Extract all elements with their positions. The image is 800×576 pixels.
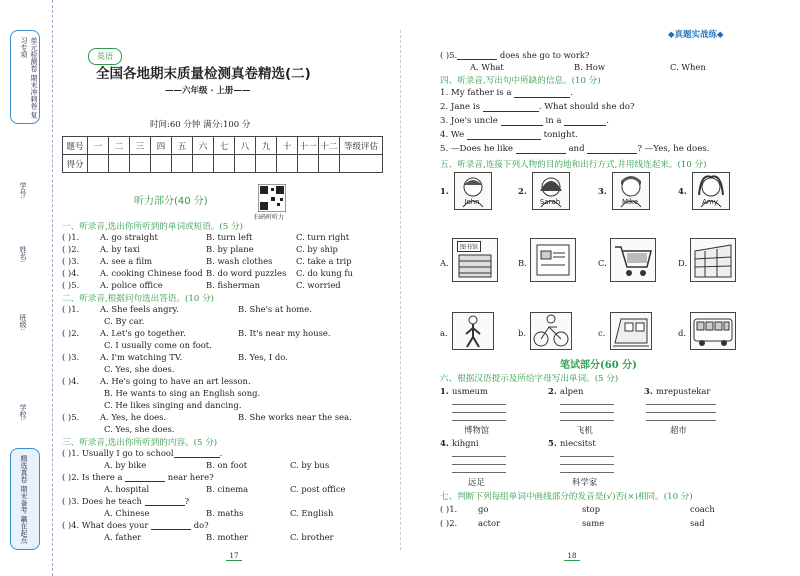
q1-1-option: A. go straight xyxy=(100,232,158,242)
blank-input[interactable] xyxy=(516,153,566,154)
q2-5-a: A. Yes, he does. xyxy=(100,412,167,422)
q3-1-option: C. by bus xyxy=(290,460,330,470)
scrambled-word: mrepustekar xyxy=(656,386,711,396)
score-header: 七 xyxy=(214,137,235,155)
score-header: 五 xyxy=(172,137,193,155)
q1-2-option: B. by plane xyxy=(206,244,254,254)
blank-input[interactable] xyxy=(483,111,539,112)
write-line[interactable] xyxy=(560,404,614,405)
chinese-hint: 超市 xyxy=(670,425,687,435)
q2-4-c: C. He likes singing and dancing. xyxy=(104,400,242,410)
write-line[interactable] xyxy=(452,412,506,413)
score-cell[interactable] xyxy=(172,155,193,173)
blank-input[interactable] xyxy=(514,97,570,98)
q1-3-number: ( )3. xyxy=(62,256,80,266)
score-header: 等级评估 xyxy=(340,137,383,155)
place-label: A. xyxy=(440,258,449,268)
bus-image xyxy=(690,312,736,350)
q1-2-number: ( )2. xyxy=(62,244,80,254)
post-office-icon xyxy=(531,239,575,281)
place-label: B. xyxy=(518,258,527,268)
section-6-title: 六、根据汉语提示及所给字母写出单词。(5 分) xyxy=(440,374,619,384)
shopping-cart-icon xyxy=(611,239,655,281)
score-header: 题号 xyxy=(63,137,88,155)
q1-5-number: ( )5. xyxy=(62,280,80,290)
score-cell[interactable] xyxy=(130,155,151,173)
scrambled-word: alpen xyxy=(560,386,584,396)
place-label: D. xyxy=(678,258,688,268)
transport-label: d. xyxy=(678,328,687,338)
q3-4-option: A. father xyxy=(104,532,142,542)
score-header: 十 xyxy=(277,137,298,155)
score-table xyxy=(62,136,383,173)
q7-1-number: ( )1. xyxy=(440,504,458,514)
write-line[interactable] xyxy=(452,420,506,421)
q3-3-option: C. English xyxy=(290,508,334,518)
sidebar-top-box xyxy=(10,30,40,124)
write-line[interactable] xyxy=(646,412,716,413)
school-field: 学校: xyxy=(19,404,27,421)
q1-2-option: A. by taxi xyxy=(100,244,140,254)
q1-3-option: A. see a film xyxy=(100,256,153,266)
supermarket-cart-image xyxy=(610,238,656,282)
score-cell[interactable] xyxy=(277,155,298,173)
chinese-hint: 博物馆 xyxy=(464,425,490,435)
person-name: Sarah xyxy=(539,198,561,206)
score-header: 八 xyxy=(235,137,256,155)
score-header: 三 xyxy=(130,137,151,155)
fill-5: 5. —Does he like and ? —Yes, he does. xyxy=(440,144,710,154)
subject-badge: 英语 xyxy=(88,48,122,65)
transport-label: b. xyxy=(518,328,527,338)
grade-subtitle: ——六年级 · 上册—— xyxy=(165,86,251,96)
bicycle-icon xyxy=(531,313,571,349)
q2-2-a: A. Let's go together. xyxy=(100,328,186,338)
exam-meta: 时间:60 分钟 满分:100 分 xyxy=(150,120,251,130)
section-1-title: 一、听录音,选出你所听到的单词或短语。(5 分) xyxy=(62,222,243,232)
q1-1-option: B. turn left xyxy=(206,232,253,242)
write-line[interactable] xyxy=(452,404,506,405)
sidebar-top-text: 单元检测卷 期末冲刺卷 复习专项 xyxy=(20,37,38,119)
word-number: 5. xyxy=(548,438,557,448)
q3-2-option: B. cinema xyxy=(206,484,249,494)
write-line[interactable] xyxy=(646,404,716,405)
q3-2-option: C. post office xyxy=(290,484,346,494)
word-number: 1. xyxy=(440,386,449,396)
q1-4-option: C. do kung fu xyxy=(296,268,353,278)
written-section-title: 笔试部分(60 分) xyxy=(560,360,637,371)
q2-1-c: C. By car. xyxy=(104,316,145,326)
section-3-title: 三、听录音,选出你所听到的内容。(5 分) xyxy=(62,438,218,448)
q7-2-word: same xyxy=(582,518,605,528)
q7-1-word: coach xyxy=(690,504,715,514)
q2-5-b: B. She works near the sea. xyxy=(238,412,352,422)
person-number: 1. xyxy=(440,186,449,196)
q3-1-option: B. on foot xyxy=(206,460,248,470)
q1-5-option: A. police office xyxy=(100,280,163,290)
sidebar-bottom-text: 精选真卷 期末备考 赢在起点 xyxy=(20,455,28,544)
train-image xyxy=(610,312,652,350)
word-number: 4. xyxy=(440,438,449,448)
word-number: 2. xyxy=(548,386,557,396)
write-line[interactable] xyxy=(560,412,614,413)
q2-1-number: ( )1. xyxy=(62,304,80,314)
train-icon xyxy=(611,313,651,349)
q2-4-number: ( )4. xyxy=(62,376,80,386)
blank-input[interactable] xyxy=(501,125,543,126)
walking-person-icon xyxy=(453,313,493,349)
score-header: 九 xyxy=(256,137,277,155)
score-header: 六 xyxy=(193,137,214,155)
blank-input[interactable] xyxy=(564,125,606,126)
person-number: 4. xyxy=(678,186,687,196)
score-cell[interactable] xyxy=(151,155,172,173)
score-header: 四 xyxy=(151,137,172,155)
section-5-title: 五、听录音,连接下列人物的目的地和出行方式,并用线连起来。(10 分) xyxy=(440,160,707,170)
fill-3: 3. Joe's uncle in a . xyxy=(440,116,609,126)
fill-2: 2. Jane is . What should she do? xyxy=(440,102,635,112)
q2-3-c: C. Yes, she does. xyxy=(104,364,175,374)
q2-3-number: ( )3. xyxy=(62,352,80,362)
chinese-hint: 科学家 xyxy=(572,477,598,487)
q3-3-option: B. maths xyxy=(206,508,244,518)
score-cell[interactable] xyxy=(319,155,340,173)
write-line[interactable] xyxy=(560,464,614,465)
scrambled-word: niecsitst xyxy=(560,438,596,448)
q1-3-option: B. wash clothes xyxy=(206,256,273,266)
score-header: 二 xyxy=(109,137,130,155)
q2-2-b: B. It's near my house. xyxy=(238,328,331,338)
q3-1-option: A. by bike xyxy=(104,460,147,470)
listening-title: 听力部分(40 分) xyxy=(134,196,208,207)
score-row xyxy=(63,155,383,173)
write-line[interactable] xyxy=(452,472,506,473)
q1-4-option: A. cooking Chinese food xyxy=(100,268,203,278)
person-name: Amy xyxy=(702,198,718,206)
write-line[interactable] xyxy=(560,456,614,457)
library-sign: 图书馆 xyxy=(457,241,481,252)
q2-3-b: B. Yes, I do. xyxy=(238,352,288,362)
q7-1-word: go xyxy=(478,504,489,514)
section-4-title: 四、听录音,写出句中所缺的信息。(10 分) xyxy=(440,76,601,86)
qr-code-icon[interactable] xyxy=(258,184,286,212)
q1-3-option: C. take a trip xyxy=(296,256,352,266)
score-cell[interactable] xyxy=(193,155,214,173)
scrambled-word: usmeum xyxy=(452,386,488,396)
q7-1-word: stop xyxy=(582,504,601,514)
q2-5-number: ( )5. xyxy=(62,412,80,422)
q3-3-option: A. Chinese xyxy=(104,508,150,518)
score-cell[interactable] xyxy=(88,155,109,173)
q3-1-stem: ( )1. Usually I go to school . xyxy=(62,448,223,458)
scrambled-word: kihgni xyxy=(452,438,479,448)
page-divider xyxy=(400,30,401,550)
word-number: 3. xyxy=(644,386,653,396)
score-header: 十一 xyxy=(298,137,319,155)
section-7-title: 七、判断下列每组单词中画线部分的发音是(√)否(×)相同。(10 分) xyxy=(440,492,693,502)
person-number: 2. xyxy=(518,186,527,196)
q1-1-number: ( )1. xyxy=(62,232,80,242)
write-line[interactable] xyxy=(560,472,614,473)
blank-input[interactable] xyxy=(587,153,637,154)
q7-2-word: sad xyxy=(690,518,705,528)
score-cell[interactable] xyxy=(256,155,277,173)
class-field: 班级: xyxy=(19,314,27,331)
bus-icon xyxy=(691,313,735,349)
bike-image xyxy=(530,312,572,350)
place-label: C. xyxy=(598,258,607,268)
q2-5-c: C. Yes, she does. xyxy=(104,424,175,434)
q2-4-b: B. He wants to sing an English song. xyxy=(104,388,261,398)
q2-2-c: C. I usually come on foot. xyxy=(104,340,212,350)
q1-4-option: B. do word puzzles xyxy=(206,268,287,278)
name-field: 姓名: xyxy=(19,246,27,263)
q7-2-number: ( )2. xyxy=(440,518,458,528)
score-row-label: 得分 xyxy=(63,155,88,173)
student-id-field: 学号: xyxy=(19,182,27,199)
person-name: John xyxy=(464,198,480,206)
write-line[interactable] xyxy=(452,464,506,465)
fill-4: 4. We tonight. xyxy=(440,130,578,140)
page-number-left: 17 xyxy=(226,552,242,561)
library-image xyxy=(452,238,498,282)
q3-5-option: A. What xyxy=(470,62,504,72)
q2-4-a: A. He's going to have an art lesson. xyxy=(100,376,251,386)
write-line[interactable] xyxy=(646,420,716,421)
q3-4-option: B. mother xyxy=(206,532,249,542)
person-name: Mike xyxy=(621,198,639,206)
binding-sidebar xyxy=(0,0,53,576)
write-line[interactable] xyxy=(452,456,506,457)
score-header: 十二 xyxy=(319,137,340,155)
qr-caption: 扫码听听力 xyxy=(254,214,285,221)
q3-5-option: C. When xyxy=(670,62,706,72)
score-cell[interactable] xyxy=(298,155,319,173)
chinese-hint: 飞机 xyxy=(576,425,593,435)
page-title: 全国各地期末质量检测真卷精选(二) xyxy=(96,66,311,82)
q2-3-a: A. I'm watching TV. xyxy=(100,352,183,362)
q1-4-number: ( )4. xyxy=(62,268,80,278)
transport-label: c. xyxy=(598,328,606,338)
q2-2-number: ( )2. xyxy=(62,328,80,338)
q3-4-option: C. brother xyxy=(290,532,334,542)
practice-header: ◆真题实战练◆ xyxy=(668,30,724,40)
q2-1-b: B. She's at home. xyxy=(238,304,312,314)
page-number-right: 18 xyxy=(564,552,580,561)
sidebar-bottom-box xyxy=(10,448,40,550)
q3-2-stem: ( )2. Is there a near here? xyxy=(62,472,214,482)
q1-1-option: C. turn right xyxy=(296,232,350,242)
chinese-hint: 远足 xyxy=(468,477,485,487)
q1-2-option: C. by ship xyxy=(296,244,338,254)
q3-5-option: B. How xyxy=(574,62,605,72)
q2-1-a: A. She feels angry. xyxy=(100,304,179,314)
q1-5-option: B. fisherman xyxy=(206,280,261,290)
score-cell[interactable] xyxy=(235,155,256,173)
fill-1: 1. My father is a . xyxy=(440,88,574,98)
transport-label: a. xyxy=(440,328,448,338)
post-office-image xyxy=(530,238,576,282)
score-cell[interactable] xyxy=(340,155,383,173)
q3-3-stem: ( )3. Does he teach ? xyxy=(62,496,190,506)
q3-4-stem: ( )4. What does your do? xyxy=(62,520,209,530)
building-image xyxy=(690,238,736,282)
blank-input[interactable] xyxy=(467,139,541,140)
q7-2-word: actor xyxy=(478,518,501,528)
section-2-title: 二、听录音,根据问句选出答语。(10 分) xyxy=(62,294,215,304)
q3-5-stem: ( )5. does she go to work? xyxy=(440,50,590,60)
score-cell[interactable] xyxy=(109,155,130,173)
score-header-row xyxy=(63,137,383,155)
building-icon xyxy=(691,239,735,281)
score-cell[interactable] xyxy=(214,155,235,173)
person-number: 3. xyxy=(598,186,607,196)
q1-5-option: C. worried xyxy=(296,280,341,290)
write-line[interactable] xyxy=(560,420,614,421)
score-header: 一 xyxy=(88,137,109,155)
walking-image xyxy=(452,312,494,350)
q3-2-option: A. hospital xyxy=(104,484,150,494)
